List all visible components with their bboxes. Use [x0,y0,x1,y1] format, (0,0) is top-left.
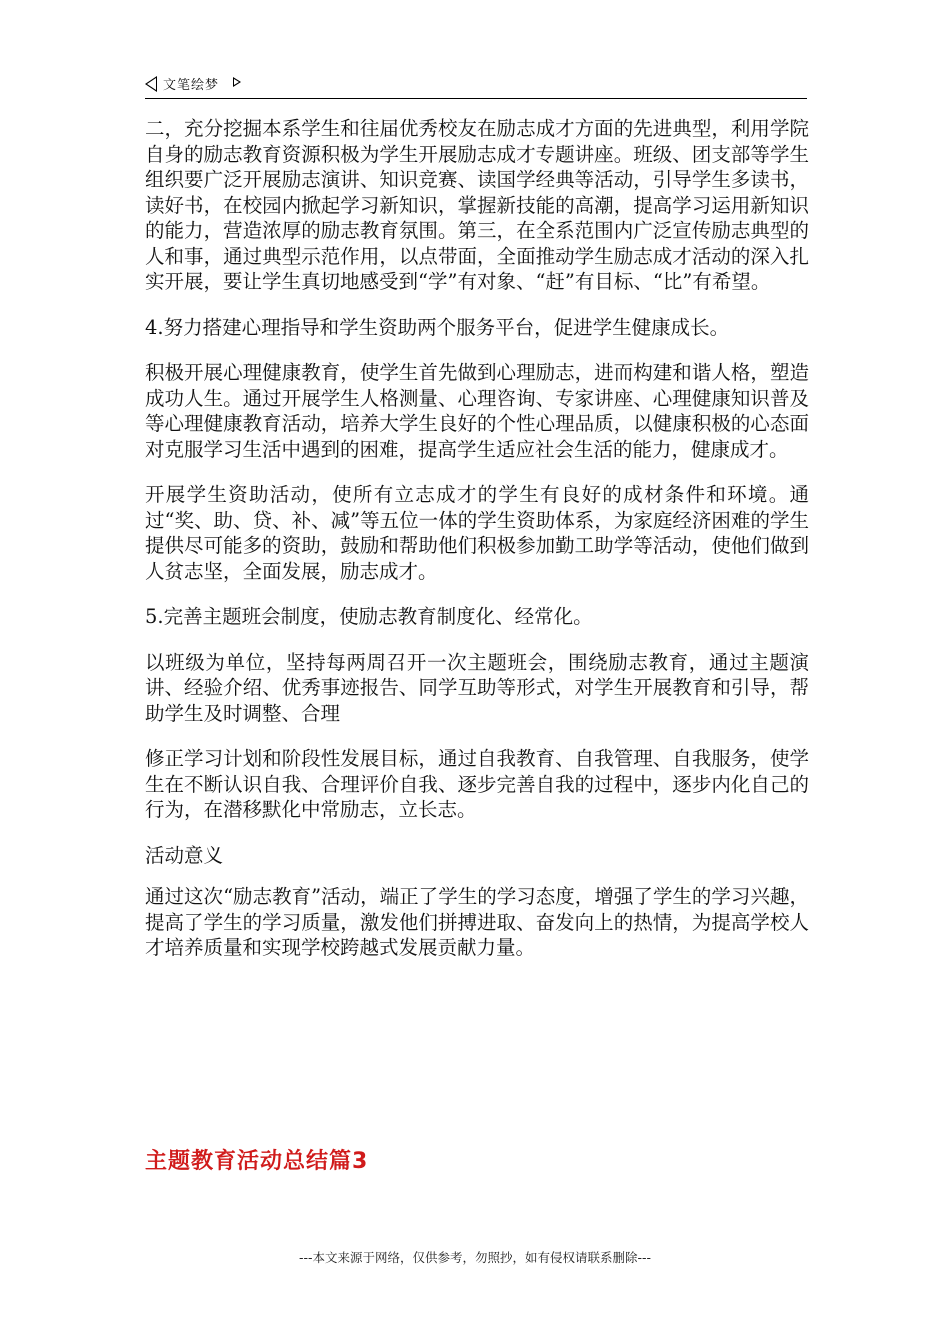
page-header [145,72,807,98]
numbered-heading: 5.完善主题班会制度，使励志教育制度化、经常化。 [145,605,593,628]
paragraph: 二，充分挖掘本系学生和往届优秀校友在励志成才方面的先进典型，利用学院自身的励志教育资源积极为学生开展励志成才专题讲座。班级、团支部等学生组织要广泛开展励志演讲、知识竞赛、读国学经典等活动，引导学生多读书，读好书，在校园内掀起学习新知识，掌握新技能的高潮，提高学习运用新知识的能力，营造浓厚的励志教育氛围。第三，在全系范围内广泛宣传励志典型的人和事，通过典型示范作用，以点带面，全面推动学生励志成才活动的深入扎实开展，要让学生真切地感受到“学”有对象、“赶”有目标、“比”有希望。 [145,117,809,293]
numbered-heading: 4.努力搭建心理指导和学生资助两个服务平台，促进学生健康成长。 [145,315,730,339]
brand-name: 文笔绘梦 [163,78,220,93]
paragraph: 以班级为单位，坚持每两周召开一次主题班会，围绕励志教育，通过主题演讲、经验介绍、优秀事迹报告、同学互助等形式，对学生开展教育和引导，帮助学生及时调整、合理 [145,650,809,725]
triangle-left-icon [145,76,157,92]
paragraph: 修正学习计划和阶段性发展目标，通过自我教育、自我管理、自我服务，使学生在不断认识自我、合理评价自我、逐步完善自我的过程中，逐步内化自己的行为，在潜移默化中常励志，立长志。 [145,747,809,821]
paragraph: 积极开展心理健康教育，使学生首先做到心理励志，进而构建和谐人格，塑造成功人生。通过开展学生人格测量、心理咨询、专家讲座、心理健康知识普及等心理健康教育活动，培养大学生良好的个性心理品质，以健康积极的心态面对克服学习生活中遇到的困难，提高学生适应社会生活的能力，健康成才。 [145,361,809,461]
triangle-right-icon [233,77,241,87]
subheading: 活动意义 [145,843,224,867]
paragraph: 通过这次“励志教育”活动，端正了学生的学习态度，增强了学生的学习兴趣，提高了学生的学习质量，激发他们拼搏进取、奋发向上的热情，为提高学校人才培养质量和实现学校跨越式发展贡献力量。 [145,885,809,959]
body-text [145,116,809,981]
page-footer: ---本文来源于网络，仅供参考，勿照抄，如有侵权请联系删除--- [298,1250,652,1265]
section-title: 主题教育活动总结篇3 [145,1149,369,1174]
header-divider [145,98,807,99]
paragraph: 开展学生资助活动，使所有立志成才的学生有良好的成材条件和环境。通过“奖、助、贷、补、减”等五位一体的学生资助体系，为家庭经济困难的学生提供尽可能多的资助，鼓励和帮助他们积极参加勤工助学等活动，使他们做到人贫志坚，全面发展，励志成才。 [145,483,809,583]
